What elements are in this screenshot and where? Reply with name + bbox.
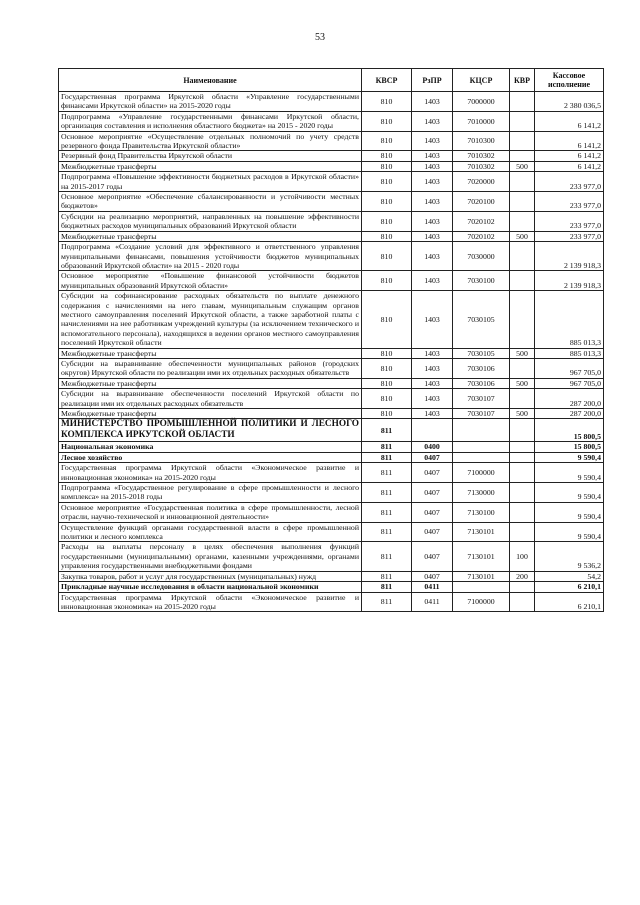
row-name-cell: Субсидии на реализацию мероприятий, направленных на повышение эффективности бюджетных расходов муниципальных образований Иркутской области <box>59 211 362 231</box>
row-kcsr-cell: 7000000 <box>453 92 510 112</box>
row-kvsr-cell: 811 <box>362 592 412 612</box>
row-kvr-cell: 500 <box>510 348 535 358</box>
table-row <box>59 92 604 112</box>
row-kvr-cell <box>510 442 535 452</box>
row-amount-cell: 54,2 <box>535 571 604 581</box>
page-number: 53 <box>315 32 325 43</box>
table-row <box>59 161 604 171</box>
row-kvsr-cell: 810 <box>362 151 412 161</box>
row-rzpr-cell: 1403 <box>412 271 453 291</box>
row-kvr-cell: 100 <box>510 542 535 571</box>
row-amount-cell: 233 977,0 <box>535 211 604 231</box>
row-rzpr-cell: 1403 <box>412 92 453 112</box>
row-rzpr-cell: 1403 <box>412 131 453 151</box>
row-amount-cell: 233 977,0 <box>535 231 604 241</box>
row-name-cell: Закупка товаров, работ и услуг для государственных (муниципальных) нужд <box>59 571 362 581</box>
row-kvsr-cell: 811 <box>362 442 412 452</box>
row-rzpr-cell: 0400 <box>412 442 453 452</box>
table-row <box>59 172 604 192</box>
row-name-cell: Основное мероприятие «Повышение финансовой устойчивости бюджетов муниципальных образований Иркутской области» <box>59 271 362 291</box>
row-rzpr-cell: 0411 <box>412 582 453 592</box>
row-name-cell: Государственная программа Иркутской области «Экономическое развитие и инновационная экономика» на 2015-2020 годы <box>59 463 362 483</box>
table-row <box>59 242 604 271</box>
row-kcsr-cell <box>453 442 510 452</box>
row-kvsr-cell: 810 <box>362 378 412 388</box>
header-kvsr: КВСР <box>362 69 412 92</box>
row-kvr-cell <box>510 151 535 161</box>
row-kvr-cell: 500 <box>510 231 535 241</box>
row-rzpr-cell: 1403 <box>412 348 453 358</box>
row-name-cell: Осуществление функций органами государственной власти в сфере промышленной политики и лесного комплекса <box>59 522 362 542</box>
row-kvsr-cell: 811 <box>362 522 412 542</box>
header-kvr: КВР <box>510 69 535 92</box>
row-kvsr-cell: 811 <box>362 452 412 462</box>
row-kcsr-cell: 7030107 <box>453 389 510 409</box>
row-kvr-cell <box>510 419 535 442</box>
row-kvsr-cell: 810 <box>362 161 412 171</box>
row-name-cell: Субсидии на выравнивание обеспеченности муниципальных районов (городских округов) Иркутской области по реализации ими их отдельных расходных обязательств <box>59 358 362 378</box>
row-kvr-cell <box>510 172 535 192</box>
row-kvsr-cell: 810 <box>362 242 412 271</box>
row-amount-cell: 9 590,4 <box>535 463 604 483</box>
row-amount-cell: 6 141,2 <box>535 111 604 131</box>
row-name-cell: Национальная экономика <box>59 442 362 452</box>
row-name-cell: Резервный фонд Правительства Иркутской области <box>59 151 362 161</box>
row-kvsr-cell: 810 <box>362 358 412 378</box>
row-kcsr-cell: 7020102 <box>453 211 510 231</box>
row-amount-cell: 885 013,3 <box>535 291 604 348</box>
table-row <box>59 571 604 581</box>
table-row <box>59 231 604 241</box>
row-kcsr-cell: 7030107 <box>453 409 510 419</box>
row-kcsr-cell: 7030106 <box>453 358 510 378</box>
table-row <box>59 358 604 378</box>
row-kvr-cell: 500 <box>510 161 535 171</box>
row-name-cell: Лесное хозяйство <box>59 452 362 462</box>
row-kcsr-cell: 7130000 <box>453 483 510 503</box>
row-amount-cell: 233 977,0 <box>535 192 604 212</box>
table-row <box>59 582 604 592</box>
row-kvsr-cell: 810 <box>362 172 412 192</box>
row-kvsr-cell: 811 <box>362 483 412 503</box>
row-rzpr-cell: 1403 <box>412 409 453 419</box>
row-name-cell: Межбюджетные трансферты <box>59 231 362 241</box>
table-body <box>59 92 604 612</box>
row-kvsr-cell: 810 <box>362 92 412 112</box>
row-kvsr-cell: 811 <box>362 502 412 522</box>
row-kvr-cell <box>510 502 535 522</box>
row-name-cell: Межбюджетные трансферты <box>59 409 362 419</box>
table-header-row <box>59 69 604 92</box>
row-rzpr-cell: 1403 <box>412 242 453 271</box>
row-name-cell: Субсидии на софинансирование расходных обязательств по выплате денежного содержания с начислениями на него главам, муниципальным служащим органов местного самоуправления поселений Иркутской области, а также заработной платы с начислениями на нее работникам учреждений культуры (за исключением технического и вспомогательного персонала), находящихся в ведении органов местного самоуправления поселений Иркутской области <box>59 291 362 348</box>
row-name-cell: МИНИСТЕРСТВО ПРОМЫШЛЕННОЙ ПОЛИТИКИ И ЛЕСНОГО КОМПЛЕКСА ИРКУТСКОЙ ОБЛАСТИ <box>59 419 362 442</box>
row-amount-cell: 9 590,4 <box>535 452 604 462</box>
row-kvr-cell <box>510 211 535 231</box>
row-rzpr-cell: 1403 <box>412 161 453 171</box>
row-kvsr-cell: 810 <box>362 231 412 241</box>
row-kcsr-cell: 7020100 <box>453 192 510 212</box>
row-kvsr-cell: 810 <box>362 211 412 231</box>
table-row <box>59 483 604 503</box>
row-kvsr-cell: 810 <box>362 111 412 131</box>
row-kcsr-cell: 7100000 <box>453 463 510 483</box>
row-rzpr-cell: 0407 <box>412 522 453 542</box>
table-row <box>59 452 604 462</box>
row-kcsr-cell: 7130100 <box>453 502 510 522</box>
row-kvr-cell <box>510 358 535 378</box>
budget-table-container <box>58 68 603 612</box>
row-name-cell: Подпрограмма «Создание условий для эффективного и ответственного управления муниципальными финансами, повышения устойчивости бюджетов муниципальных образований Иркутской области» на 2015 - 2020 годы <box>59 242 362 271</box>
row-kvsr-cell: 811 <box>362 463 412 483</box>
row-amount-cell: 967 705,0 <box>535 358 604 378</box>
row-name-cell: Основное мероприятие «Государственная политика в сфере промышленности, лесной отрасли, научно-технической и инновационной деятельности» <box>59 502 362 522</box>
row-name-cell: Прикладные научные исследования в области национальной экономики <box>59 582 362 592</box>
row-kcsr-cell: 7130101 <box>453 571 510 581</box>
table-row <box>59 348 604 358</box>
row-amount-cell: 2 139 918,3 <box>535 242 604 271</box>
row-rzpr-cell: 1403 <box>412 151 453 161</box>
row-rzpr-cell: 0411 <box>412 592 453 612</box>
row-amount-cell: 2 139 918,3 <box>535 271 604 291</box>
table-row <box>59 463 604 483</box>
row-rzpr-cell: 0407 <box>412 502 453 522</box>
row-kvsr-cell: 811 <box>362 419 412 442</box>
row-rzpr-cell: 1403 <box>412 358 453 378</box>
row-rzpr-cell: 0407 <box>412 483 453 503</box>
table-row <box>59 502 604 522</box>
row-name-cell: Межбюджетные трансферты <box>59 378 362 388</box>
table-row <box>59 211 604 231</box>
row-kcsr-cell: 7100000 <box>453 592 510 612</box>
row-amount-cell: 287 200,0 <box>535 409 604 419</box>
row-amount-cell: 9 536,2 <box>535 542 604 571</box>
row-kcsr-cell <box>453 452 510 462</box>
row-kcsr-cell <box>453 582 510 592</box>
table-row <box>59 291 604 348</box>
table-row <box>59 409 604 419</box>
row-kcsr-cell: 7030106 <box>453 378 510 388</box>
row-rzpr-cell <box>412 419 453 442</box>
row-kvsr-cell: 811 <box>362 542 412 571</box>
row-name-cell: Государственная программа Иркутской области «Экономическое развитие и инновационная экономика» на 2015-2020 годы <box>59 592 362 612</box>
row-name-cell: Расходы на выплаты персоналу в целях обеспечения выполнения функций государственными (муниципальными) органами, казенными учреждениями, органами управления государственными внебюджетными фондами <box>59 542 362 571</box>
row-name-cell: Основное мероприятие «Обеспечение сбалансированности и устойчивости местных бюджетов» <box>59 192 362 212</box>
row-kcsr-cell: 7020000 <box>453 172 510 192</box>
header-amount: Кассовое исполнение <box>535 69 604 92</box>
row-kvr-cell <box>510 131 535 151</box>
row-rzpr-cell: 1403 <box>412 378 453 388</box>
row-kvsr-cell: 810 <box>362 389 412 409</box>
row-rzpr-cell: 0407 <box>412 463 453 483</box>
table-row <box>59 111 604 131</box>
table-row <box>59 419 604 442</box>
row-kvsr-cell: 810 <box>362 131 412 151</box>
table-row <box>59 151 604 161</box>
row-kvr-cell <box>510 389 535 409</box>
row-name-cell: Межбюджетные трансферты <box>59 348 362 358</box>
row-amount-cell: 6 210,1 <box>535 592 604 612</box>
row-kvr-cell <box>510 452 535 462</box>
table-row <box>59 522 604 542</box>
row-kcsr-cell: 7010000 <box>453 111 510 131</box>
row-amount-cell: 6 210,1 <box>535 582 604 592</box>
row-amount-cell: 885 013,3 <box>535 348 604 358</box>
table-row <box>59 378 604 388</box>
row-kvr-cell <box>510 592 535 612</box>
row-kvr-cell: 500 <box>510 378 535 388</box>
table-row <box>59 442 604 452</box>
row-rzpr-cell: 1403 <box>412 389 453 409</box>
row-kvsr-cell: 811 <box>362 571 412 581</box>
row-amount-cell: 9 590,4 <box>535 522 604 542</box>
row-kvr-cell <box>510 522 535 542</box>
budget-execution-table <box>58 68 604 612</box>
row-kvr-cell <box>510 242 535 271</box>
row-rzpr-cell: 0407 <box>412 452 453 462</box>
row-kvr-cell <box>510 463 535 483</box>
row-kcsr-cell: 7030000 <box>453 242 510 271</box>
row-name-cell: Подпрограмма «Повышение эффективности бюджетных расходов в Иркутской области» на 2015-2017 годы <box>59 172 362 192</box>
row-rzpr-cell: 1403 <box>412 192 453 212</box>
row-amount-cell: 287 200,0 <box>535 389 604 409</box>
row-name-cell: Подпрограмма «Государственное регулирование в сфере промышленности и лесного комплекса» на 2015-2018 годы <box>59 483 362 503</box>
row-kcsr-cell: 7010300 <box>453 131 510 151</box>
row-rzpr-cell: 1403 <box>412 111 453 131</box>
row-name-cell: Государственная программа Иркутской области «Управление государственными финансами Иркутской области» на 2015-2020 годы <box>59 92 362 112</box>
header-name: Наименование <box>59 69 362 92</box>
row-kvr-cell <box>510 582 535 592</box>
row-kcsr-cell: 7020102 <box>453 231 510 241</box>
row-kvsr-cell: 810 <box>362 271 412 291</box>
row-amount-cell: 15 800,5 <box>535 419 604 442</box>
row-amount-cell: 6 141,2 <box>535 161 604 171</box>
table-row <box>59 271 604 291</box>
row-amount-cell: 9 590,4 <box>535 483 604 503</box>
row-rzpr-cell: 1403 <box>412 231 453 241</box>
row-kvr-cell <box>510 483 535 503</box>
row-kcsr-cell: 7010302 <box>453 161 510 171</box>
row-kvsr-cell: 811 <box>362 582 412 592</box>
table-row <box>59 192 604 212</box>
row-kvr-cell <box>510 92 535 112</box>
header-kcsr: КЦСР <box>453 69 510 92</box>
header-rzpr: РзПР <box>412 69 453 92</box>
row-kvr-cell: 200 <box>510 571 535 581</box>
row-rzpr-cell: 1403 <box>412 211 453 231</box>
row-kcsr-cell: 7130101 <box>453 522 510 542</box>
row-amount-cell: 967 705,0 <box>535 378 604 388</box>
row-amount-cell: 2 380 036,5 <box>535 92 604 112</box>
row-kvr-cell <box>510 271 535 291</box>
row-kcsr-cell: 7130101 <box>453 542 510 571</box>
row-name-cell: Субсидии на выравнивание обеспеченности поселений Иркутской области по реализации ими их отдельных расходных обязательств <box>59 389 362 409</box>
row-rzpr-cell: 0407 <box>412 571 453 581</box>
row-rzpr-cell: 1403 <box>412 291 453 348</box>
table-row <box>59 542 604 571</box>
row-kcsr-cell <box>453 419 510 442</box>
row-kvsr-cell: 810 <box>362 291 412 348</box>
row-name-cell: Межбюджетные трансферты <box>59 161 362 171</box>
row-amount-cell: 6 141,2 <box>535 151 604 161</box>
table-row <box>59 389 604 409</box>
row-kcsr-cell: 7030105 <box>453 348 510 358</box>
row-name-cell: Подпрограмма «Управление государственными финансами Иркутской области, организация составления и исполнения областного бюджета» на 2015 - 2020 годы <box>59 111 362 131</box>
row-amount-cell: 233 977,0 <box>535 172 604 192</box>
row-kcsr-cell: 7030105 <box>453 291 510 348</box>
row-name-cell: Основное мероприятие «Осуществление отдельных полномочий по учету средств резервного фонда Правительства Иркутской области» <box>59 131 362 151</box>
row-amount-cell: 9 590,4 <box>535 502 604 522</box>
table-row <box>59 131 604 151</box>
row-kvsr-cell: 810 <box>362 192 412 212</box>
row-kvsr-cell: 810 <box>362 348 412 358</box>
row-kvr-cell <box>510 192 535 212</box>
row-kcsr-cell: 7010302 <box>453 151 510 161</box>
table-row <box>59 592 604 612</box>
row-kvr-cell: 500 <box>510 409 535 419</box>
row-amount-cell: 6 141,2 <box>535 131 604 151</box>
row-amount-cell: 15 800,5 <box>535 442 604 452</box>
row-kvr-cell <box>510 111 535 131</box>
row-kvsr-cell: 810 <box>362 409 412 419</box>
row-rzpr-cell: 1403 <box>412 172 453 192</box>
row-kcsr-cell: 7030100 <box>453 271 510 291</box>
row-kvr-cell <box>510 291 535 348</box>
row-rzpr-cell: 0407 <box>412 542 453 571</box>
